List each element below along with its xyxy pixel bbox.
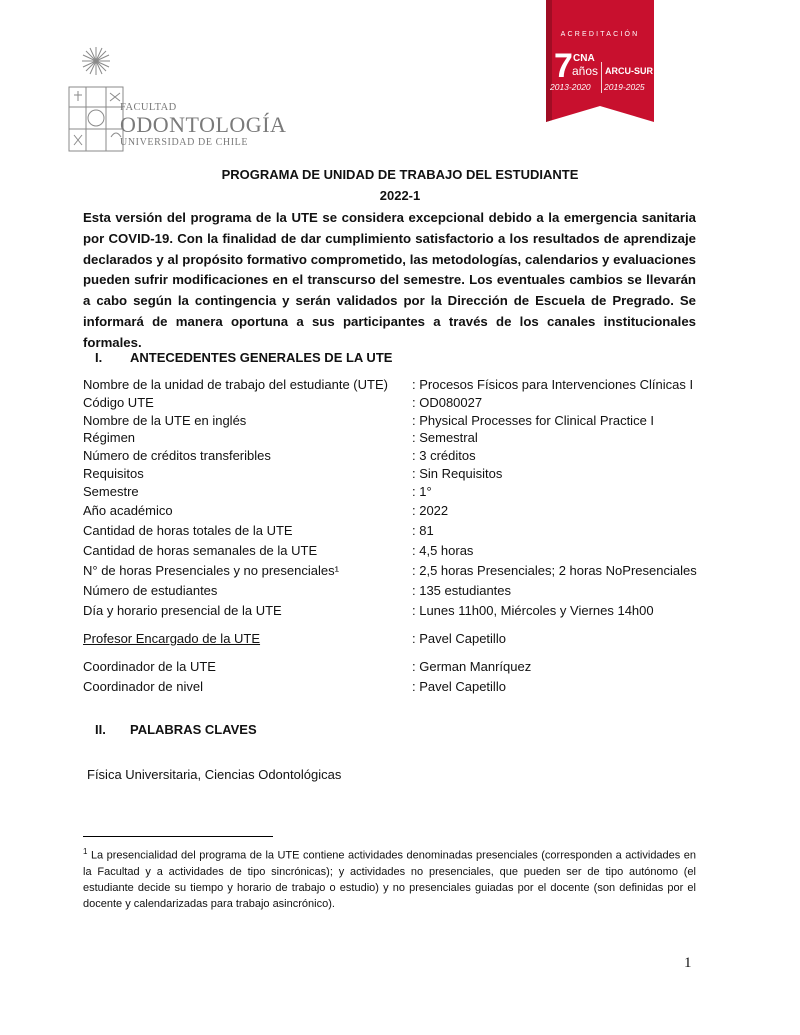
faculty-label: FACULTAD — [120, 102, 177, 113]
info-label: Régimen — [83, 430, 136, 445]
section-heading-general — [95, 350, 392, 365]
info-label: Semestre — [83, 484, 139, 499]
info-label: Nombre de la UTE en inglés — [83, 413, 247, 428]
section-number: I. — [95, 350, 103, 365]
footnote-text: La presencialidad del programa de la UTE contiene actividades denominadas presenciales (corresponden a actividades en la Facultad y a actividades de tipo sincrónicas); y actividades no presenciales, que pueden ser de tipo autónomo (el estudiante decide su tiempo y horario de trabajo o estudio) y no presenciales guiadas por el docente (son definidas por el docente y calendarizadas para trabajo asincrónico). — [83, 849, 696, 910]
footnote-marker: 1 — [83, 847, 88, 856]
info-value: : 2,5 horas Presenciales; 2 horas NoPresenciales — [412, 563, 697, 578]
faculty-name: ODONTOLOGÍA — [120, 112, 287, 137]
faculty-wordmark — [120, 102, 286, 148]
info-row — [83, 377, 723, 395]
info-label: Nombre de la unidad de trabajo del estudiante (UTE) — [83, 377, 388, 392]
keywords-text: Física Universitaria, Ciencias Odontológicas — [87, 767, 342, 782]
info-row — [83, 523, 723, 541]
info-row — [83, 543, 723, 561]
info-value: : Semestral — [412, 430, 478, 445]
accreditation-ribbon — [546, 0, 654, 124]
info-label: Número de créditos transferibles — [83, 448, 271, 463]
info-value: : 4,5 horas — [412, 543, 474, 558]
section-number: II. — [95, 722, 106, 737]
info-row — [83, 631, 723, 649]
info-label: Cantidad de horas totales de la UTE — [83, 523, 293, 538]
university-seal-icon — [66, 45, 126, 157]
info-label: Coordinador de nivel — [83, 679, 203, 694]
info-value: : Sin Requisitos — [412, 466, 503, 481]
info-label: N° de horas Presenciales y no presenciales¹ — [83, 563, 339, 578]
info-row — [83, 563, 723, 581]
arcu-period: 2019-2025 — [604, 82, 645, 92]
faculty-logo — [66, 45, 287, 157]
footnote — [83, 844, 696, 912]
cna-period: 2013-2020 — [550, 82, 591, 92]
info-label: Requisitos — [83, 466, 144, 481]
info-label: Cantidad de horas semanales de la UTE — [83, 543, 318, 558]
info-label: Año académico — [83, 503, 173, 518]
info-row — [83, 659, 723, 677]
info-row — [83, 395, 723, 413]
info-value: : 2022 — [412, 503, 449, 518]
info-value: : 3 créditos — [412, 448, 476, 463]
info-value: : 135 estudiantes — [412, 583, 512, 598]
info-row — [83, 466, 723, 484]
university-name: UNIVERSIDAD DE CHILE — [120, 137, 249, 148]
info-row — [83, 413, 723, 431]
info-value: : Lunes 11h00, Miércoles y Viernes 14h00 — [412, 603, 654, 618]
footnote-separator — [83, 836, 273, 837]
info-label: Día y horario presencial de la UTE — [83, 603, 282, 618]
info-label: Número de estudiantes — [83, 583, 218, 598]
info-value: : Pavel Capetillo — [412, 679, 506, 694]
ribbon-divider — [601, 62, 602, 93]
info-value: : 81 — [412, 523, 434, 538]
accreditation-heading: ACREDITACIÓN — [560, 31, 640, 38]
page-number: 1 — [684, 955, 692, 971]
info-row — [83, 583, 723, 601]
arcu-label: ARCU-SUR — [605, 66, 653, 76]
info-row — [83, 430, 723, 448]
section-title: PALABRAS CLAVES — [130, 722, 257, 737]
document-period: 2022-1 — [379, 188, 421, 203]
info-value: : Pavel Capetillo — [412, 631, 506, 646]
section-title: ANTECEDENTES GENERALES DE LA UTE — [130, 350, 393, 365]
section-heading-keywords — [95, 722, 257, 737]
info-value: : Procesos Físicos para Intervenciones Clínicas I — [412, 377, 694, 392]
accreditation-years-number: 7 — [554, 47, 573, 85]
info-row — [83, 603, 723, 621]
intro-paragraph: Esta versión del programa de la UTE se considera excepcional debido a la emergencia sanitaria por COVID-19. Con la finalidad de dar cumplimiento satisfactorio a los resultados de aprendizaje declarados y al propósito formativo comprometido, las metodologías, calendarios y evaluaciones pueden sufrir modificaciones en el transcurso del semestre. Los eventuales cambios se llevarán a cabo según la contingencia y serán validados por la Dirección de Escuela de Pregrado. Se informará de manera oportuna a sus participantes a través de los canales institucionales formales. — [83, 210, 696, 350]
info-value: : 1° — [412, 484, 432, 499]
cna-label: CNA — [573, 53, 595, 64]
info-value: : OD080027 — [412, 395, 483, 410]
info-value: : German Manríquez — [412, 659, 532, 674]
years-label: años — [572, 64, 599, 78]
info-row — [83, 448, 723, 466]
info-row — [83, 503, 723, 521]
info-label: Profesor Encargado de la UTE — [83, 631, 261, 646]
info-row — [83, 484, 723, 502]
document-title: PROGRAMA DE UNIDAD DE TRABAJO DEL ESTUDIANTE — [221, 167, 579, 182]
info-row — [83, 679, 723, 697]
info-label: Código UTE — [83, 395, 154, 410]
info-label: Coordinador de la UTE — [83, 659, 216, 674]
info-value: : Physical Processes for Clinical Practice I — [412, 413, 655, 428]
